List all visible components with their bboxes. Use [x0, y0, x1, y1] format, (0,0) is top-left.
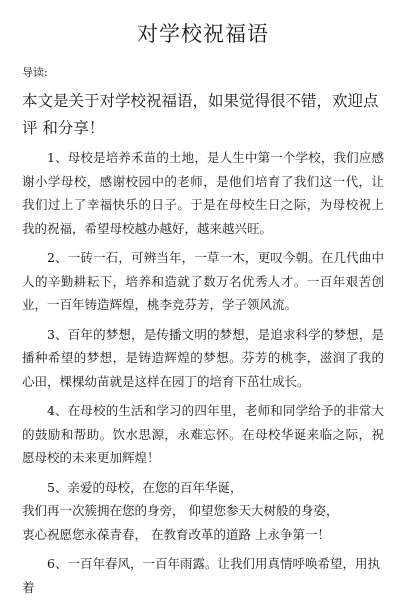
paragraph-6-start: 6、一百年春风，一百年雨露。让我们用真情呼唤希望，用执着: [22, 556, 380, 595]
page-title: 对学校祝福语: [137, 22, 269, 46]
paragraph-3: 3、百年的梦想，是传播文明的梦想，是追求科学的梦想，是播种希望的梦想，是铸造辉煌的梦想。芬芳的桃李，滋润了我的心田，棵棵幼苗就是这样在园丁的培育下茁壮成长。: [22, 326, 384, 389]
poem-line-1: 5、亲爱的母校，在您的百年华诞，: [47, 479, 243, 495]
intro-paragraph: 本文是关于对学校祝福语，如果觉得很不错，欢迎点评 和分享！: [22, 92, 379, 137]
paragraph-2: 2、一砖一石，可辨当年，一草一木，更叹今朝。在几代曲中人的辛勤耕耘下，培养和造就了数万名优秀人才。一百年艰苦创业，一百年铸造辉煌，桃李竞芬芳，学子领风流。: [22, 250, 384, 312]
poem-line-3: 衷心祝愿您永葆青春， 在教育改革的道路 上永争第一！: [22, 526, 330, 542]
lead-label: 导读:: [22, 66, 48, 79]
paragraph-4: 4、在母校的生活和学习的四年里，老师和同学给予的非常大的鼓励和帮助。饮水思源，永难忘怀。在母校华诞来临之际，祝愿母校的未来更加辉煌！: [22, 403, 384, 465]
paragraph-1: 1、母校是培养禾苗的土地，是人生中第一个学校，我们应感谢小学母校，感谢校园中的老师，是他们培育了我们这一代，让我们过上了幸福快乐的日子。于是在母校生日之际，为母校祝上我的祝福，希望母校越办越好，越来越兴旺。: [22, 150, 384, 236]
poem-line-2: 我们再一次簇拥在您的身旁， 仰望您参天大树般的身姿，: [22, 503, 339, 518]
